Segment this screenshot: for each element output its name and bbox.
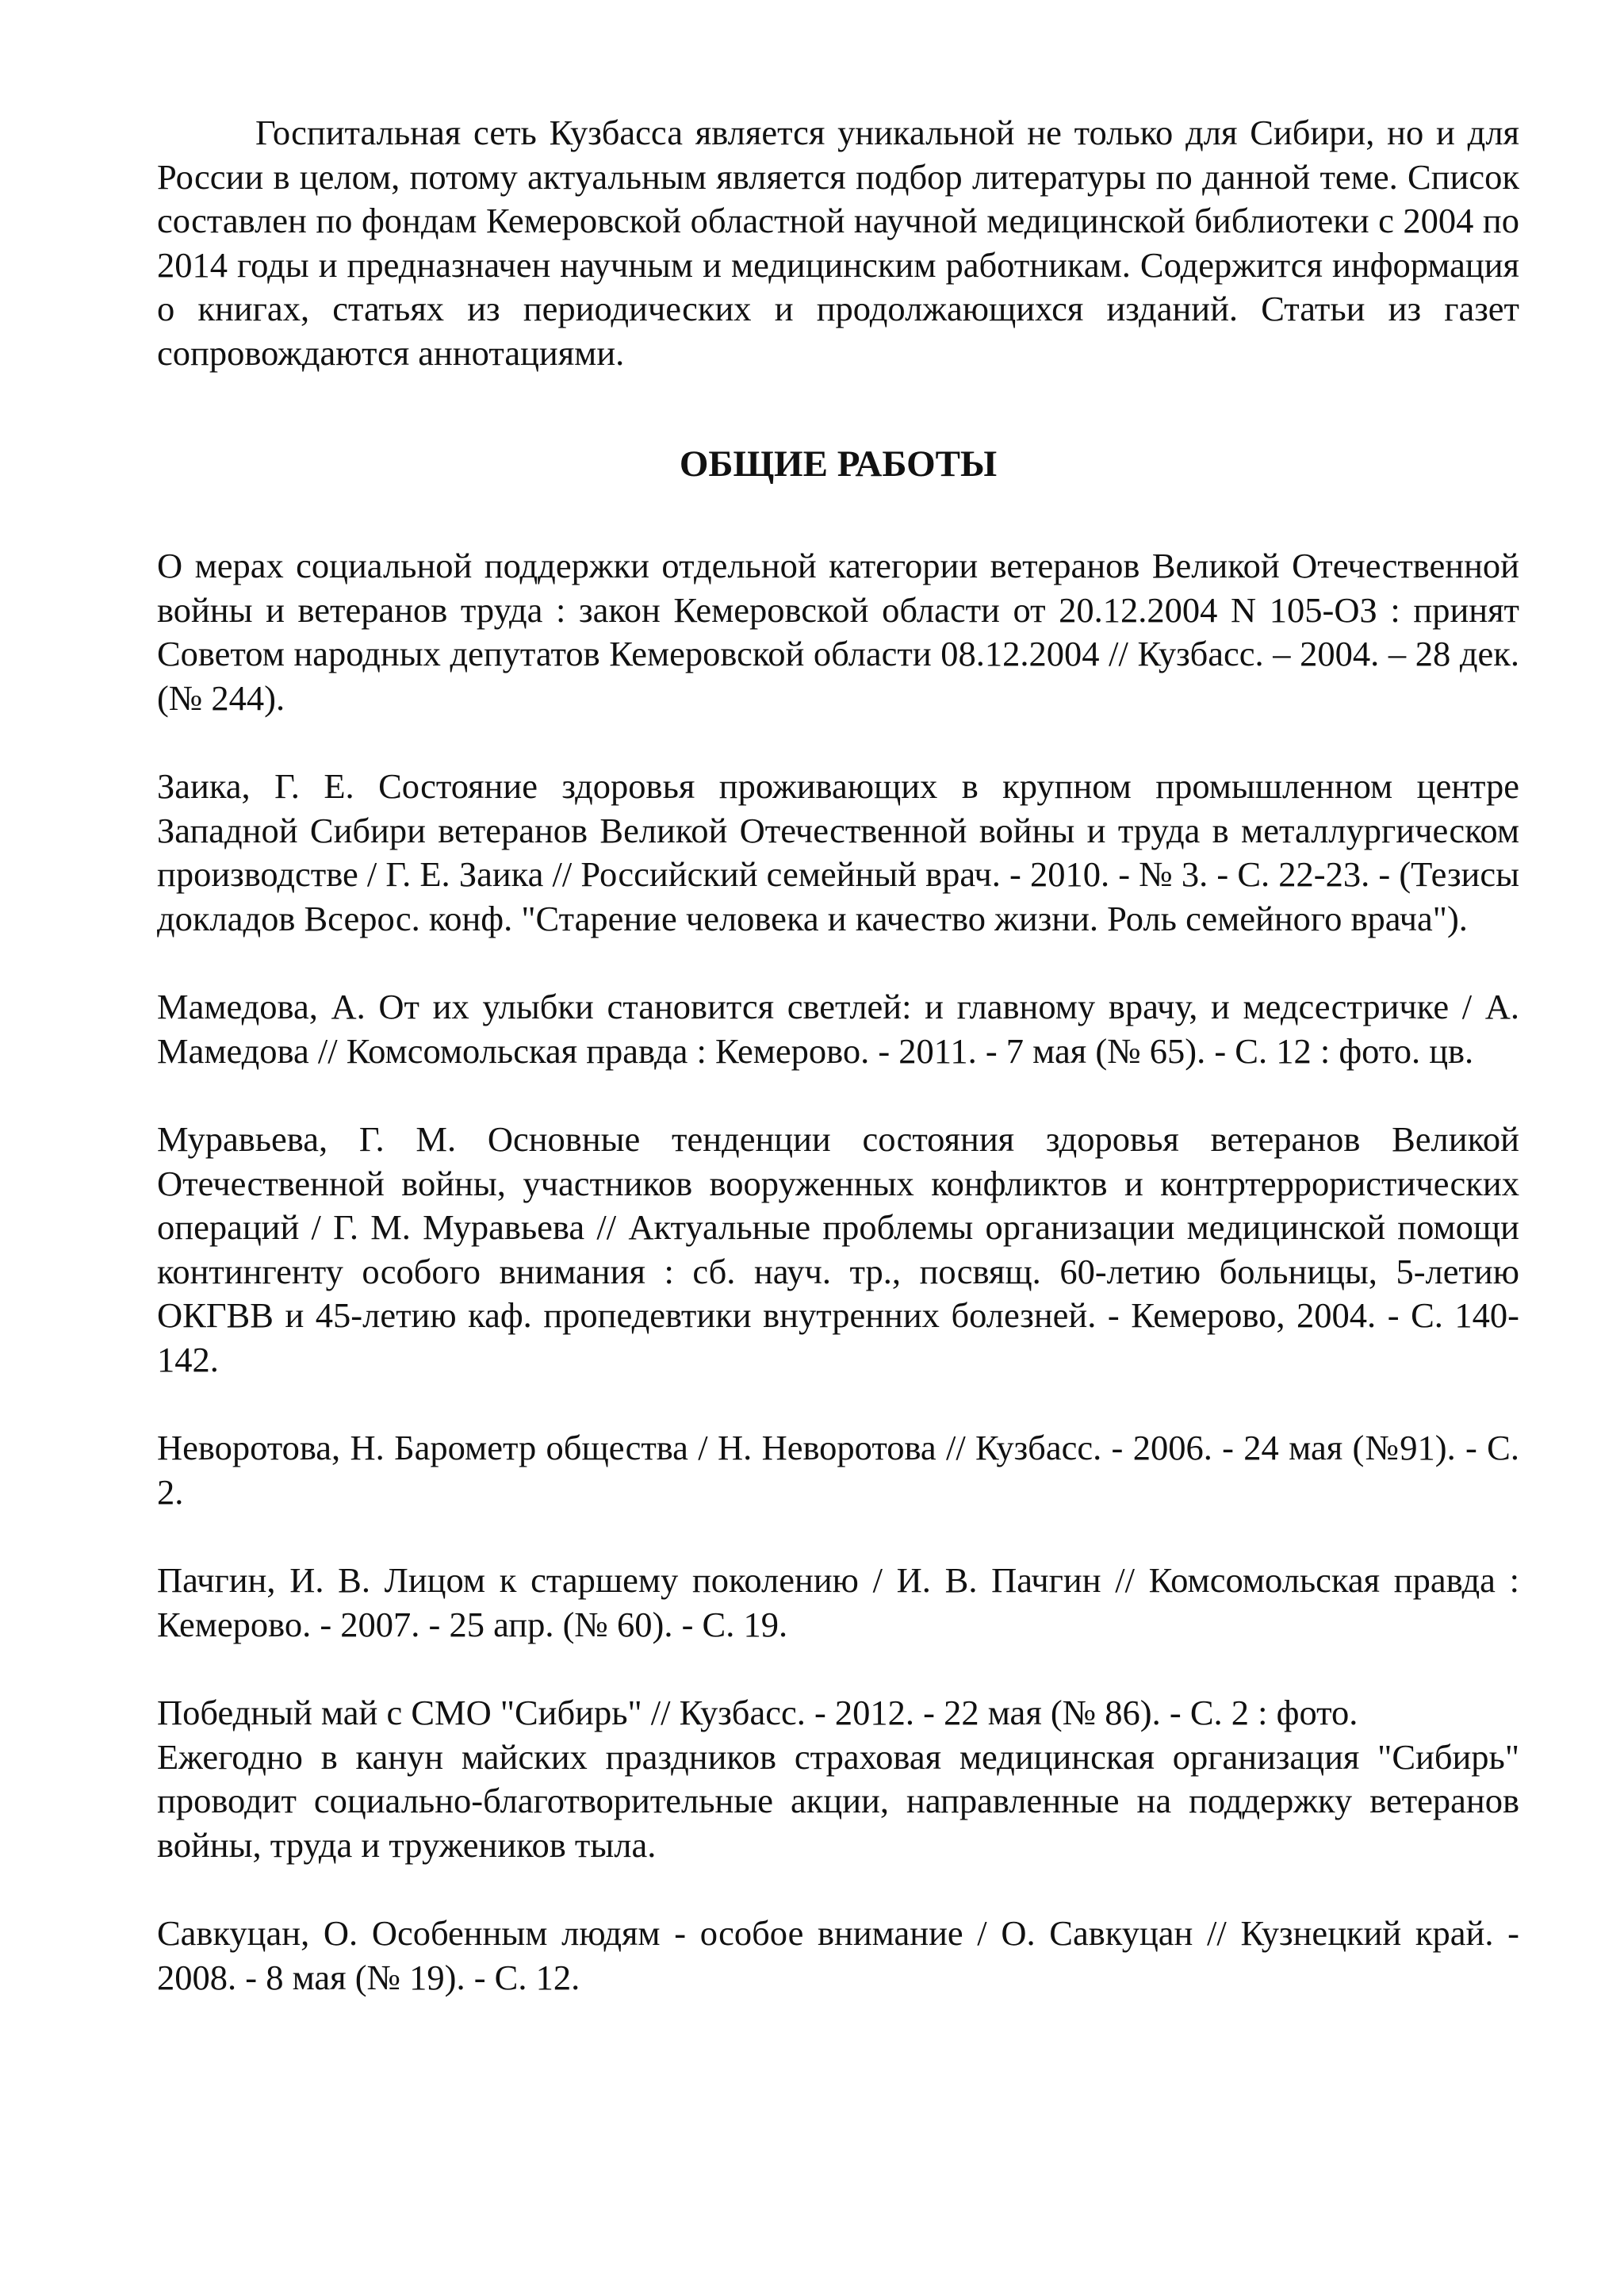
bibliography-entry bbox=[157, 1426, 1519, 1514]
bibliography-entry bbox=[157, 1559, 1519, 1647]
document-page bbox=[157, 111, 1519, 2044]
bibliography-list bbox=[157, 544, 1519, 2000]
entry-annotation: Ежегодно в канун майских праздников страховая медицинская организация "Сибирь" проводит социально-благотворительные акции, направленные на поддержку ветеранов войны, труда и тружеников тыла. bbox=[157, 1736, 1519, 1865]
entry-text: Пачгин, И. В. Лицом к старшему поколению / И. В. Пачгин // Комсомольская правда : Кемерово. - 2007. - 25 апр. (№ 60). - С. 19. bbox=[157, 1560, 1519, 1644]
bibliography-entry bbox=[157, 1691, 1519, 1867]
bibliography-entry bbox=[157, 1118, 1519, 1382]
entry-text: Победный май с СМО "Сибирь" // Кузбасс. - 2012. - 22 мая (№ 86). - С. 2 : фото. bbox=[157, 1693, 1358, 1732]
entry-text: Заика, Г. Е. Состояние здоровья проживающих в крупном промышленном центре Западной Сибири ветеранов Великой Отечественной войны и труда в металлургическом производстве / Г. Е. Заика // Российский семейный врач. - 2010. - № 3. - С. 22-23. - (Тезисы докладов Всерос. конф. "Старение человека и качество жизни. Роль семейного врача"). bbox=[157, 766, 1519, 938]
entry-text: Мамедова, А. От их улыбки становится светлей: и главному врачу, и медсестричке / А. Мамедова // Комсомольская правда : Кемерово. - 2011. - 7 мая (№ 65). - С. 12 : фото. цв. bbox=[157, 987, 1519, 1071]
entry-text: Муравьева, Г. М. Основные тенденции состояния здоровья ветеранов Великой Отечественной войны, участников вооруженных конфликтов и контртеррористических операций / Г. М. Муравьева // Актуальные проблемы организации медицинской помощи контингенту особого внимания : сб. науч. тр., посвящ. 60-летию больницы, 5-летию ОКГВВ и 45-летию каф. пропедевтики внутренних болезней. - Кемерово, 2004. - С. 140-142. bbox=[157, 1119, 1519, 1379]
entry-text: Неворотова, Н. Барометр общества / Н. Неворотова // Кузбасс. - 2006. - 24 мая (№91). - С. 2. bbox=[157, 1428, 1519, 1512]
bibliography-entry bbox=[157, 765, 1519, 941]
intro-paragraph: Госпитальная сеть Кузбасса является уникальной не только для Сибири, но и для России в целом, потому актуальным является подбор литературы по данной теме. Список составлен по фондам Кемеровской областной научной медицинской библиотеки с 2004 по 2014 годы и предназначен научным и медицинским работникам. Содержится информация о книгах, статьях из периодических и продолжающихся изданий. Статьи из газет сопровождаются аннотациями. bbox=[157, 113, 1519, 373]
bibliography-entry bbox=[157, 1912, 1519, 2000]
entry-text: О мерах социальной поддержки отдельной категории ветеранов Великой Отечественной войны и ветеранов труда : закон Кемеровской области от 20.12.2004 N 105-ОЗ : принят Советом народных депутатов Кемеровской области 08.12.2004 // Кузбасс. – 2004. – 28 дек. (№ 244). bbox=[157, 546, 1519, 718]
section-heading: ОБЩИЕ РАБОТЫ bbox=[679, 443, 998, 485]
bibliography-entry bbox=[157, 985, 1519, 1073]
entry-text: Савкуцан, О. Особенным людям - особое внимание / О. Савкуцан // Кузнецкий край. - 2008. - 8 мая (№ 19). - С. 12. bbox=[157, 1913, 1519, 1997]
bibliography-entry bbox=[157, 544, 1519, 720]
